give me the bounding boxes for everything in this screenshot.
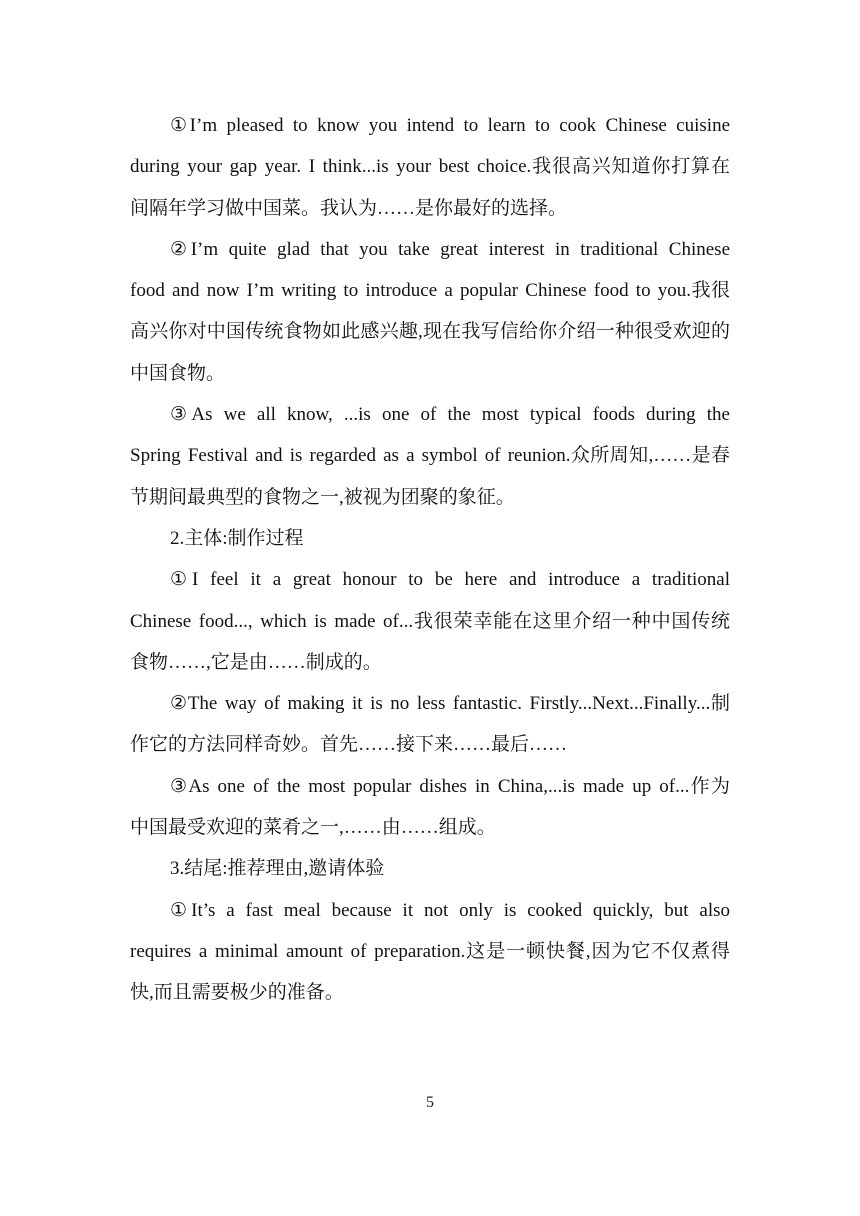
- body-phrase-2: ②The way of making it is no less fantastic. Firstly...Next...Finally...制作它的方法同样奇妙。首先……接下来……最后……: [130, 693, 730, 756]
- intro-phrase-2: ②I’m quite glad that you take great interest in traditional Chinese food and now I’m writing to introduce a popular Chinese food to you.我很高兴你对中国传统食物如此感兴趣,现在我写信给你介绍一种很受欢迎的中国食物。: [130, 238, 730, 384]
- document-page: [130, 105, 730, 1014]
- section-heading-body: 2.主体:制作过程: [170, 527, 304, 549]
- page-number: 5: [426, 1094, 434, 1111]
- body-phrase-1: ①I feel it a great honour to be here and introduce a traditional Chinese food..., which is made of...我很荣幸能在这里介绍一种中国传统食物……,它是由……制成的。: [130, 569, 730, 673]
- intro-phrase-3: ③As we all know, ...is one of the most typical foods during the Spring Festival and is regarded as a symbol of reunion.众所周知,……是春节期间最典型的食物之一,被视为团聚的象征。: [130, 404, 730, 508]
- ending-phrase-1: ①It’s a fast meal because it not only is cooked quickly, but also requires a minimal amount of preparation.这是一顿快餐,因为它不仅煮得快,而且需要极少的准备。: [130, 899, 730, 1004]
- section-heading-ending: 3.结尾:推荐理由,邀请体验: [170, 858, 385, 880]
- intro-phrase-1: ①I’m pleased to know you intend to learn to cook Chinese cuisine during your gap year. I think...is your best choice.我很高兴知道你打算在间隔年学习做中国菜。我认为……是你最好的选择。: [130, 115, 730, 219]
- body-phrase-3: ③As one of the most popular dishes in China,...is made up of...作为中国最受欢迎的菜肴之一,……由……组成。: [130, 775, 730, 839]
